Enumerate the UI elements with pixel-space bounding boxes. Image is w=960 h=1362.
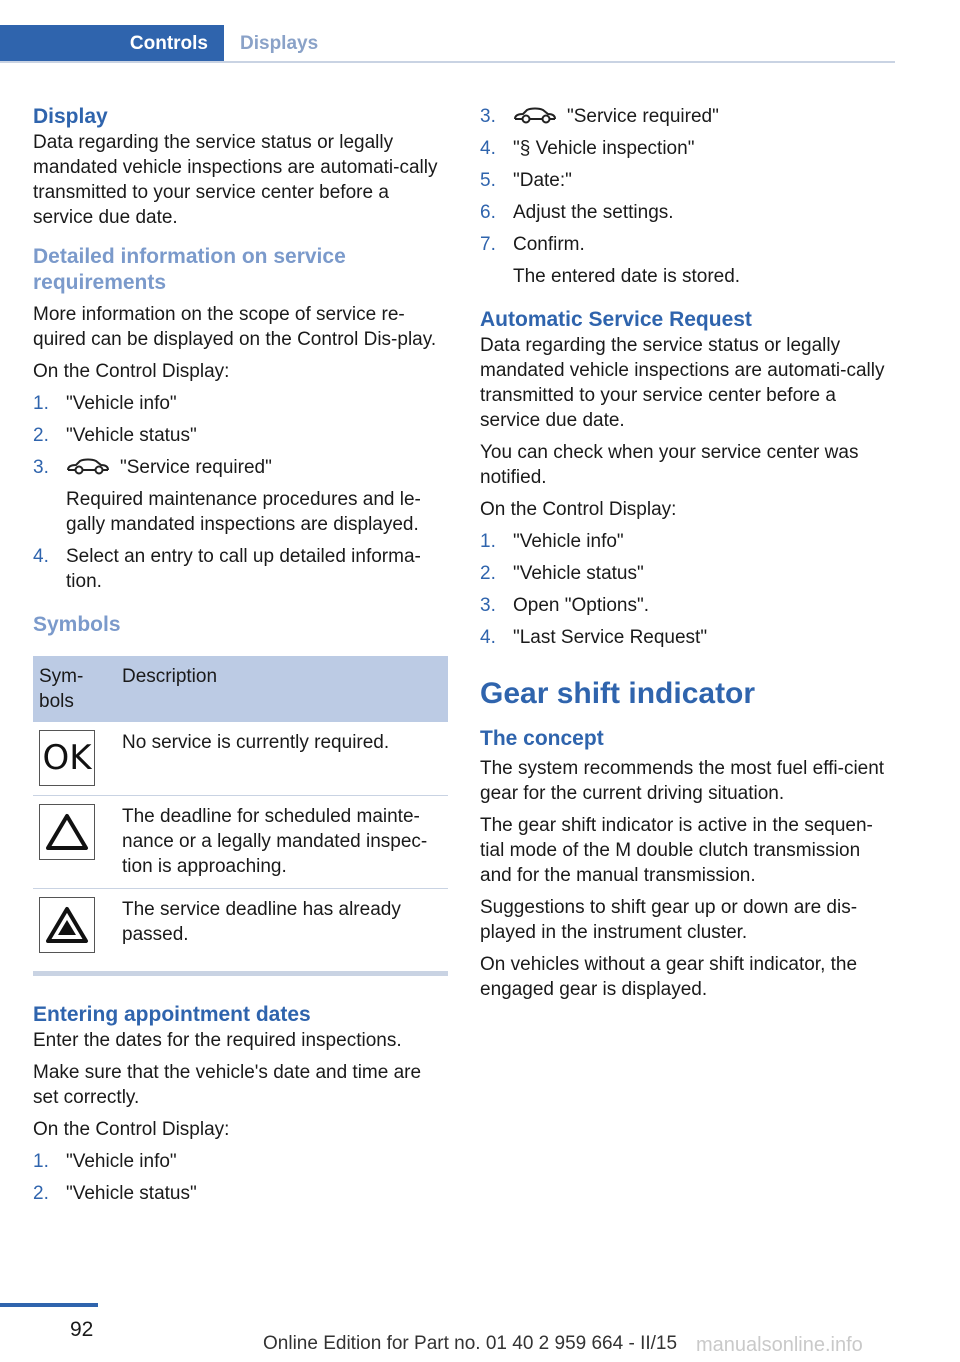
ok-symbol-text: OK [42,737,92,778]
entering-text-2: Make sure that the vehicle's date and time are set correctly. [33,1062,422,1108]
asr-steps [480,529,895,650]
concept-text-4: On vehicles without a gear shift indicator, the engaged gear is displayed. [480,954,858,1000]
step-text: "Vehicle status" [66,1183,197,1204]
step-text: Select an entry to call up detailed informa-tion. [66,546,421,592]
step-number: 3. [480,595,496,616]
list-item [33,544,448,594]
page-header [0,25,895,63]
step-number: 4. [480,627,496,648]
concept-text-1: The system recommends the most fuel effi-cient gear for the current driving situation. [480,758,885,804]
ok-icon [39,730,95,786]
list-item [480,529,895,554]
asr-heading: Automatic Service Request [480,308,752,331]
list-item [480,625,895,650]
list-item [480,104,895,129]
table-row [33,889,448,974]
list-item [480,561,895,586]
step-text: Adjust the settings. [513,202,674,223]
step-text: Open "Options". [513,595,650,616]
edition-note: Online Edition for Part no. 01 40 2 959 664 - II/15 [263,1333,678,1354]
step-number: 2. [33,1183,49,1204]
step-text: Confirm. [513,234,585,255]
car-service-icon [513,106,557,124]
display-text: Data regarding the service status or legally mandated vehicle inspections are automati-cally transmitted to your service center before a service due date. [33,132,438,228]
step-number: 2. [33,425,49,446]
list-item [480,232,895,289]
display-heading: Display [33,105,108,128]
watermark: manualsonline.info [696,1334,863,1356]
step-subtext: The entered date is stored. [513,266,741,287]
concept-heading: The concept [480,727,604,750]
entering-heading: Entering appointment dates [33,1003,311,1026]
entering-text-1: Enter the dates for the required inspections. [33,1030,402,1051]
footer-rule [0,1303,98,1307]
warning-triangle-icon [39,804,95,860]
control-display-intro: On the Control Display: [33,361,230,382]
asr-text-2: You can check when your service center was notified. [480,442,859,488]
control-display-intro: On the Control Display: [33,1119,230,1140]
header-rule [0,61,895,63]
list-item [33,391,448,416]
step-text: "Service required" [120,457,272,478]
asr-text-1: Data regarding the service status or legally mandated vehicle inspections are automati-cally transmitted to your service center before a service due date. [480,335,885,431]
step-number: 3. [33,457,49,478]
table-header-description: Description [116,656,448,722]
step-number: 2. [480,563,496,584]
step-text: "Vehicle status" [66,425,197,446]
step-text: "Service required" [567,106,719,127]
step-text: "Vehicle status" [513,563,644,584]
list-item [33,1149,448,1174]
concept-text-2: The gear shift indicator is active in the sequen-tial mode of the M double clutch transmission and for the manual transmission. [480,815,873,886]
step-number: 1. [480,531,496,552]
list-item [480,593,895,618]
step-text: "Last Service Request" [513,627,708,648]
step-text: "Vehicle info" [66,393,177,414]
detailed-heading: Detailed information on service requirements [33,245,346,294]
detailed-steps [33,391,448,594]
step-number: 7. [480,234,496,255]
step-number: 3. [480,106,496,127]
table-cell-description: The service deadline has already passed. [116,889,448,974]
left-column [33,104,448,1213]
step-text: "§ Vehicle inspection" [513,138,695,159]
list-item [33,423,448,448]
right-column [480,104,895,1009]
step-text: "Vehicle info" [66,1151,177,1172]
step-number: 1. [33,393,49,414]
table-cell-description: The deadline for scheduled mainte-nance or a legally mandated inspec-tion is approaching. [116,796,448,889]
table-row [33,796,448,889]
step-number: 5. [480,170,496,191]
step-number: 1. [33,1151,49,1172]
entering-steps-continued [480,104,895,289]
table-cell-description: No service is currently required. [116,722,448,796]
step-number: 6. [480,202,496,223]
list-item [480,136,895,161]
step-number: 4. [480,138,496,159]
car-service-icon [66,457,110,475]
concept-text-3: Suggestions to shift gear up or down are dis-played in the instrument cluster. [480,897,858,943]
list-item [33,1181,448,1206]
step-subtext: Required maintenance procedures and le-gally mandated inspections are displayed. [66,489,421,535]
symbols-heading: Symbols [33,613,121,636]
gear-shift-heading: Gear shift indicator [480,677,756,710]
control-display-intro: On the Control Display: [480,499,677,520]
list-item [33,455,448,537]
tab-displays[interactable]: Displays [240,32,319,54]
step-number: 4. [33,546,49,567]
symbols-table [33,656,448,976]
table-header-row [33,656,448,722]
table-header-symbols: Sym-bols [33,656,116,722]
list-item [480,200,895,225]
step-text: "Vehicle info" [513,531,624,552]
list-item [480,168,895,193]
table-row [33,722,448,796]
step-text: "Date:" [513,170,572,191]
detailed-text: More information on the scope of service re-quired can be displayed on the Control Dis-play. [33,304,437,350]
entering-steps [33,1149,448,1206]
page-number: 92 [70,1318,94,1341]
overdue-triangle-icon [39,897,95,953]
tab-controls[interactable]: Controls [0,25,224,62]
